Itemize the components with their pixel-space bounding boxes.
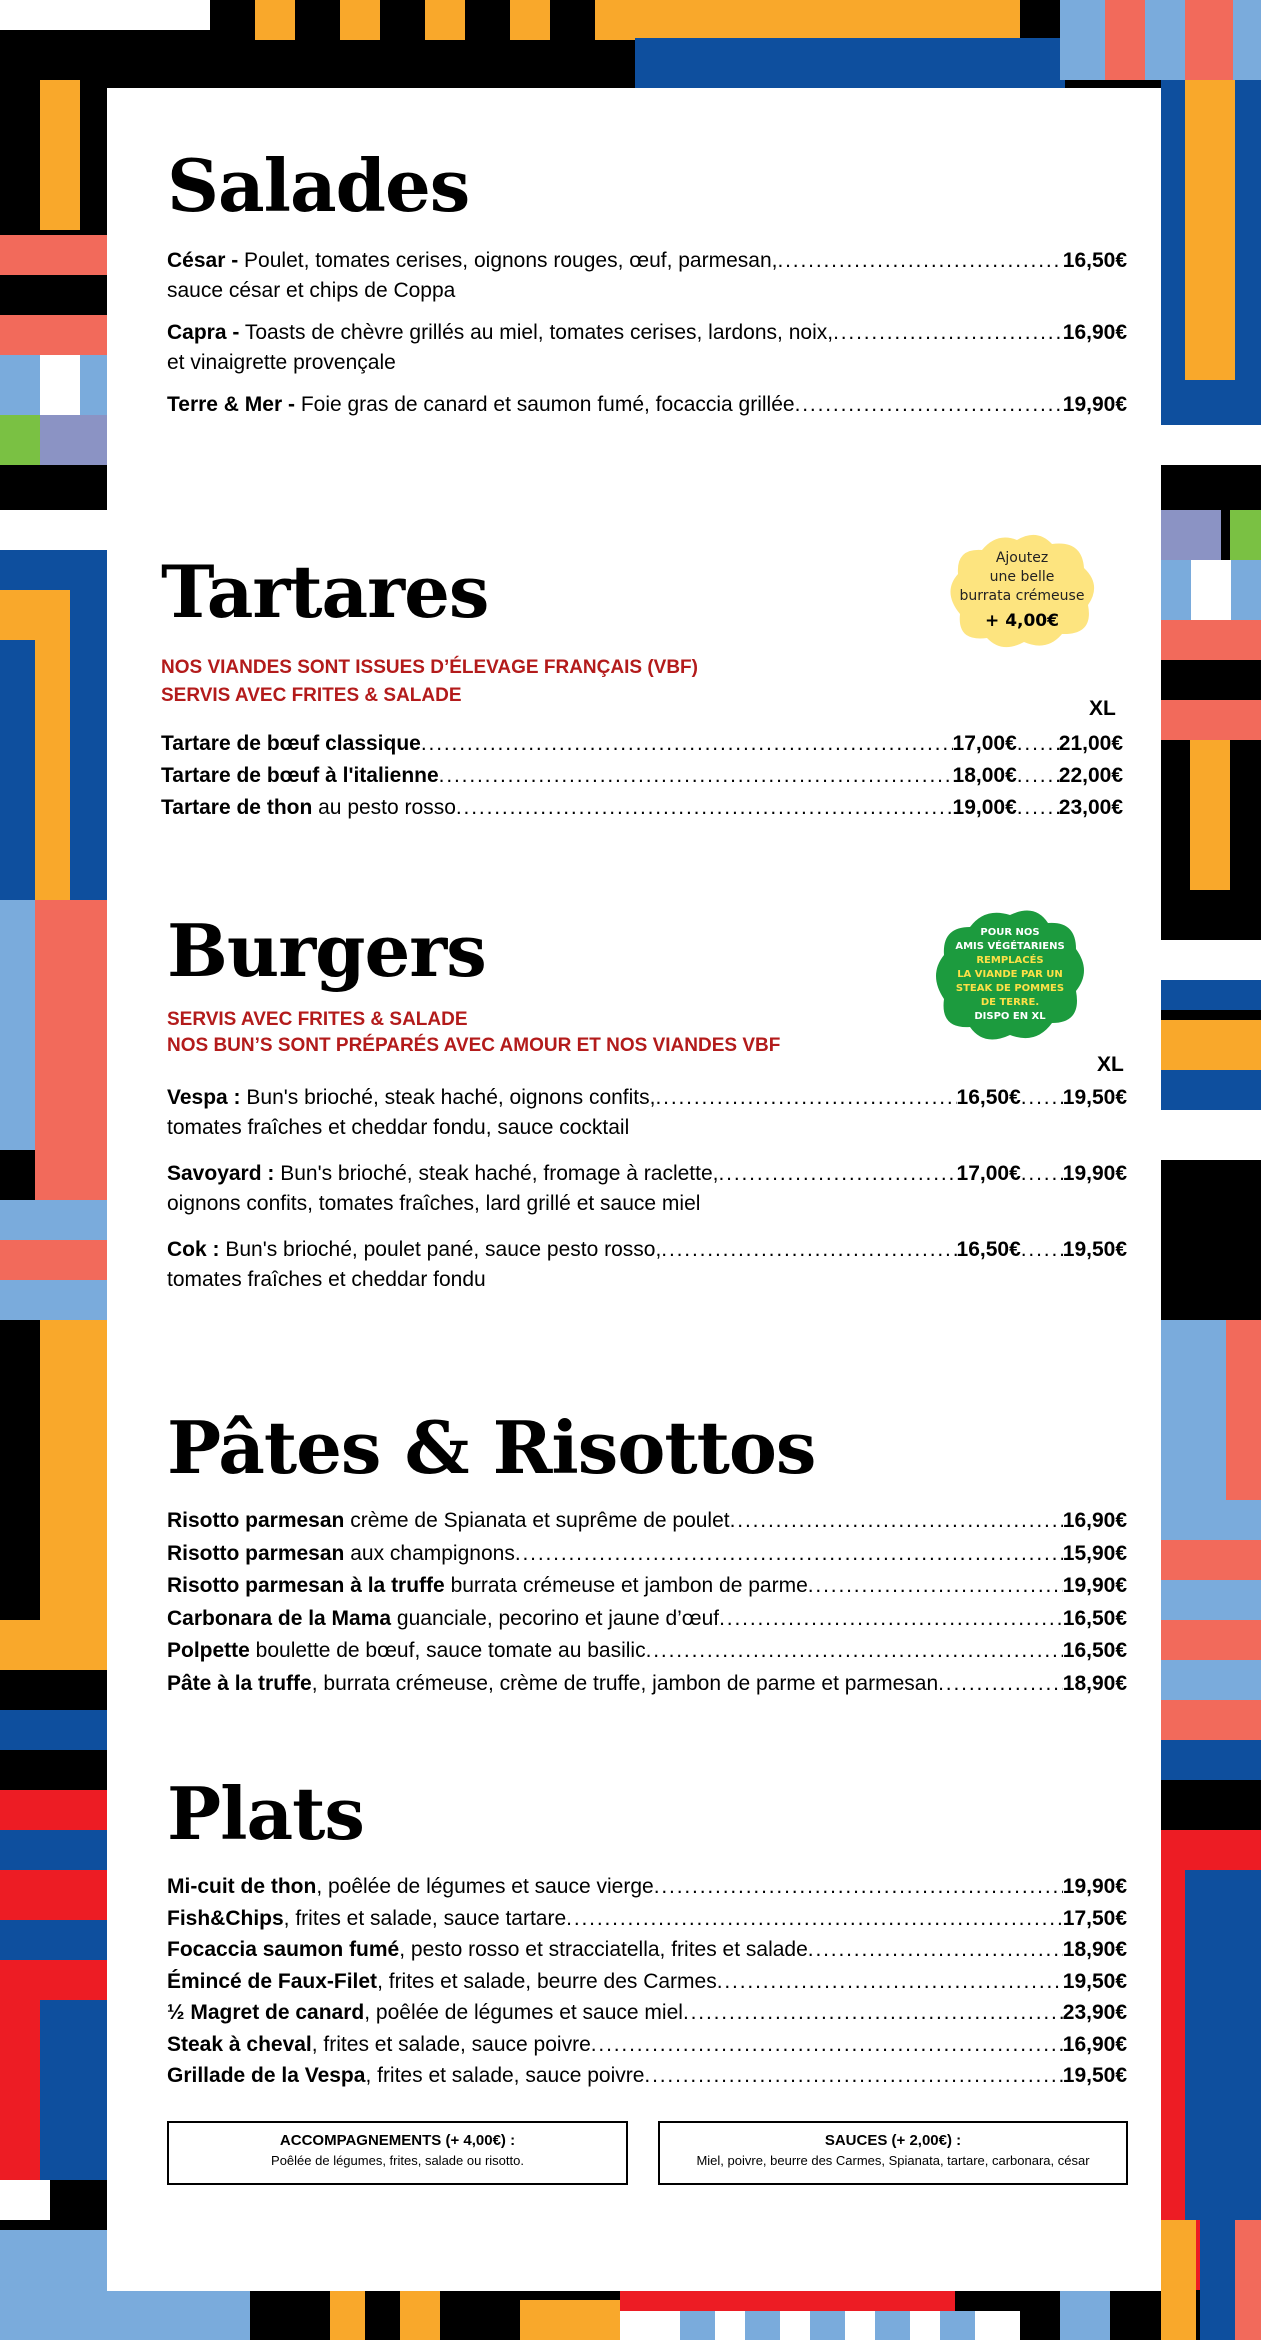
tartares-subtitle-2: SERVIS AVEC FRITES & SALADE bbox=[161, 685, 462, 706]
burgers-title: Burgers bbox=[167, 908, 486, 993]
burgers-subtitle-2: NOS BUN’S SONT PRÉPARÉS AVEC AMOUR ET NOS VIANDES VBF bbox=[167, 1035, 781, 1056]
menu-item-capra: Capra - Toasts de chèvre grillés au miel, tomates cerises, lardons, noix, . . . 16,90€ et vinaigrette provençale bbox=[167, 318, 1127, 378]
menu-item: Mi-cuit de thon, poêlée de légumes et sauce vierge . . . 19,90€ bbox=[167, 1872, 1127, 1902]
price: 18,90€ bbox=[1062, 1938, 1127, 1961]
menu-item-tartare-thon: Tartare de thon au pesto rosso . . . 19,00€ . . . 23,00€ bbox=[161, 793, 1123, 823]
menu-item: Pâte à la truffe, burrata crémeuse, crème de truffe, jambon de parme et parmesan . . . 18,90€ bbox=[167, 1669, 1127, 1699]
price: 15,90€ bbox=[1062, 1541, 1127, 1565]
menu-item-tartare-classique: Tartare de bœuf classique . . . 17,00€ . . . 21,00€ bbox=[161, 729, 1123, 759]
menu-item-savoyard: Savoyard : Bun's brioché, steak haché, fromage à raclette, . . . 17,00€ . . . 19,90€ oignons confits, tomates fraîches, lard grillé et sauce miel bbox=[167, 1159, 1127, 1219]
burgers-subtitle-1: SERVIS AVEC FRITES & SALADE bbox=[167, 1009, 468, 1030]
menu-item: ½ Magret de canard, poêlée de légumes et sauce miel . . . 23,90€ bbox=[167, 1998, 1127, 2028]
sauces-box: SAUCES (+ 2,00€) : Miel, poivre, beurre des Carmes, Spianata, tartare, carbonara, césar bbox=[658, 2121, 1128, 2185]
tartares-xl-label: XL bbox=[1089, 697, 1116, 720]
price: 17,50€ bbox=[1062, 1906, 1127, 1930]
menu-item: Polpette boulette de bœuf, sauce tomate au basilic . . . 16,50€ bbox=[167, 1636, 1127, 1666]
salades-title: Salades bbox=[167, 143, 470, 228]
tartares-subtitle-1: NOS VIANDES SONT ISSUES D’ÉLEVAGE FRANÇAIS (VBF) bbox=[161, 657, 698, 678]
menu-item: Carbonara de la Mama guanciale, pecorino et jaune d’œuf . . . 16,50€ bbox=[167, 1604, 1127, 1634]
burrata-badge: Ajoutez une belle burrata crémeuse + 4,00€ bbox=[942, 530, 1102, 650]
price: 19,50€ bbox=[1062, 2064, 1127, 2087]
price: 19,90€ bbox=[1062, 393, 1127, 416]
burgers-xl-label: XL bbox=[1097, 1053, 1124, 1076]
price: 16,50€ bbox=[1062, 1639, 1127, 1662]
menu-item-cok: Cok : Bun's brioché, poulet pané, sauce pesto rosso, . . . 16,50€ . . . 19,50€ tomates fraîches et cheddar fondu bbox=[167, 1235, 1127, 1295]
price: 19,90€ bbox=[1062, 1574, 1127, 1597]
price: 16,90€ bbox=[1062, 2032, 1127, 2056]
price: 19,90€ bbox=[1062, 1875, 1127, 1898]
menu-item-terre-mer: Terre & Mer - Foie gras de canard et saumon fumé, focaccia grillée . . . 19,90€ bbox=[167, 390, 1127, 420]
menu-item: Fish&Chips, frites et salade, sauce tartare . . . 17,50€ bbox=[167, 1904, 1127, 1934]
price: 16,50€ bbox=[1062, 1606, 1127, 1630]
vegetarian-badge: POUR NOS AMIS VÉGÉTARIENS REMPLACÉS LA VIANDE PAR UN STEAK DE POMMES DE TERRE. DISPO EN XL bbox=[930, 905, 1090, 1045]
menu-item: Grillade de la Vespa, frites et salade, sauce poivre . . . 19,50€ bbox=[167, 2061, 1127, 2091]
menu-item-tartare-italienne: Tartare de bœuf à l'italienne . . . 18,00€ . . . 22,00€ bbox=[161, 761, 1123, 791]
price: 16,50€ bbox=[1062, 249, 1127, 272]
menu-item: Risotto parmesan à la truffe burrata crémeuse et jambon de parme . . . 19,90€ bbox=[167, 1571, 1127, 1601]
plats-title: Plats bbox=[167, 1771, 364, 1856]
menu-item-vespa: Vespa : Bun's brioché, steak haché, oignons confits, . . . 16,50€ . . . 19,50€ tomates fraîches et cheddar fondu, sauce cocktail bbox=[167, 1083, 1127, 1143]
price: 16,90€ bbox=[1062, 1509, 1127, 1532]
tartares-title: Tartares bbox=[161, 549, 489, 634]
menu-item: Risotto parmesan aux champignons . . . 15,90€ bbox=[167, 1539, 1127, 1569]
menu-item: Focaccia saumon fumé, pesto rosso et stracciatella, frites et salade . . . 18,90€ bbox=[167, 1935, 1127, 1965]
price: 16,90€ bbox=[1062, 321, 1127, 344]
price: 19,50€ bbox=[1062, 1969, 1127, 1993]
menu-item: Émincé de Faux-Filet, frites et salade, beurre des Carmes . . . 19,50€ bbox=[167, 1967, 1127, 1997]
accompagnements-box: ACCOMPAGNEMENTS (+ 4,00€) : Poêlée de légumes, frites, salade ou risotto. bbox=[167, 2121, 628, 2185]
price: 18,90€ bbox=[1062, 1671, 1127, 1695]
menu-item: Steak à cheval, frites et salade, sauce poivre . . . 16,90€ bbox=[167, 2030, 1127, 2060]
menu-item-cesar: César - Poulet, tomates cerises, oignons rouges, œuf, parmesan, . . . 16,50€ sauce césar et chips de Coppa bbox=[167, 246, 1127, 306]
menu-item: Risotto parmesan crème de Spianata et suprême de poulet . . . 16,90€ bbox=[167, 1506, 1127, 1536]
pates-title: Pâtes & Risottos bbox=[167, 1405, 816, 1490]
price: 23,90€ bbox=[1062, 2001, 1127, 2024]
